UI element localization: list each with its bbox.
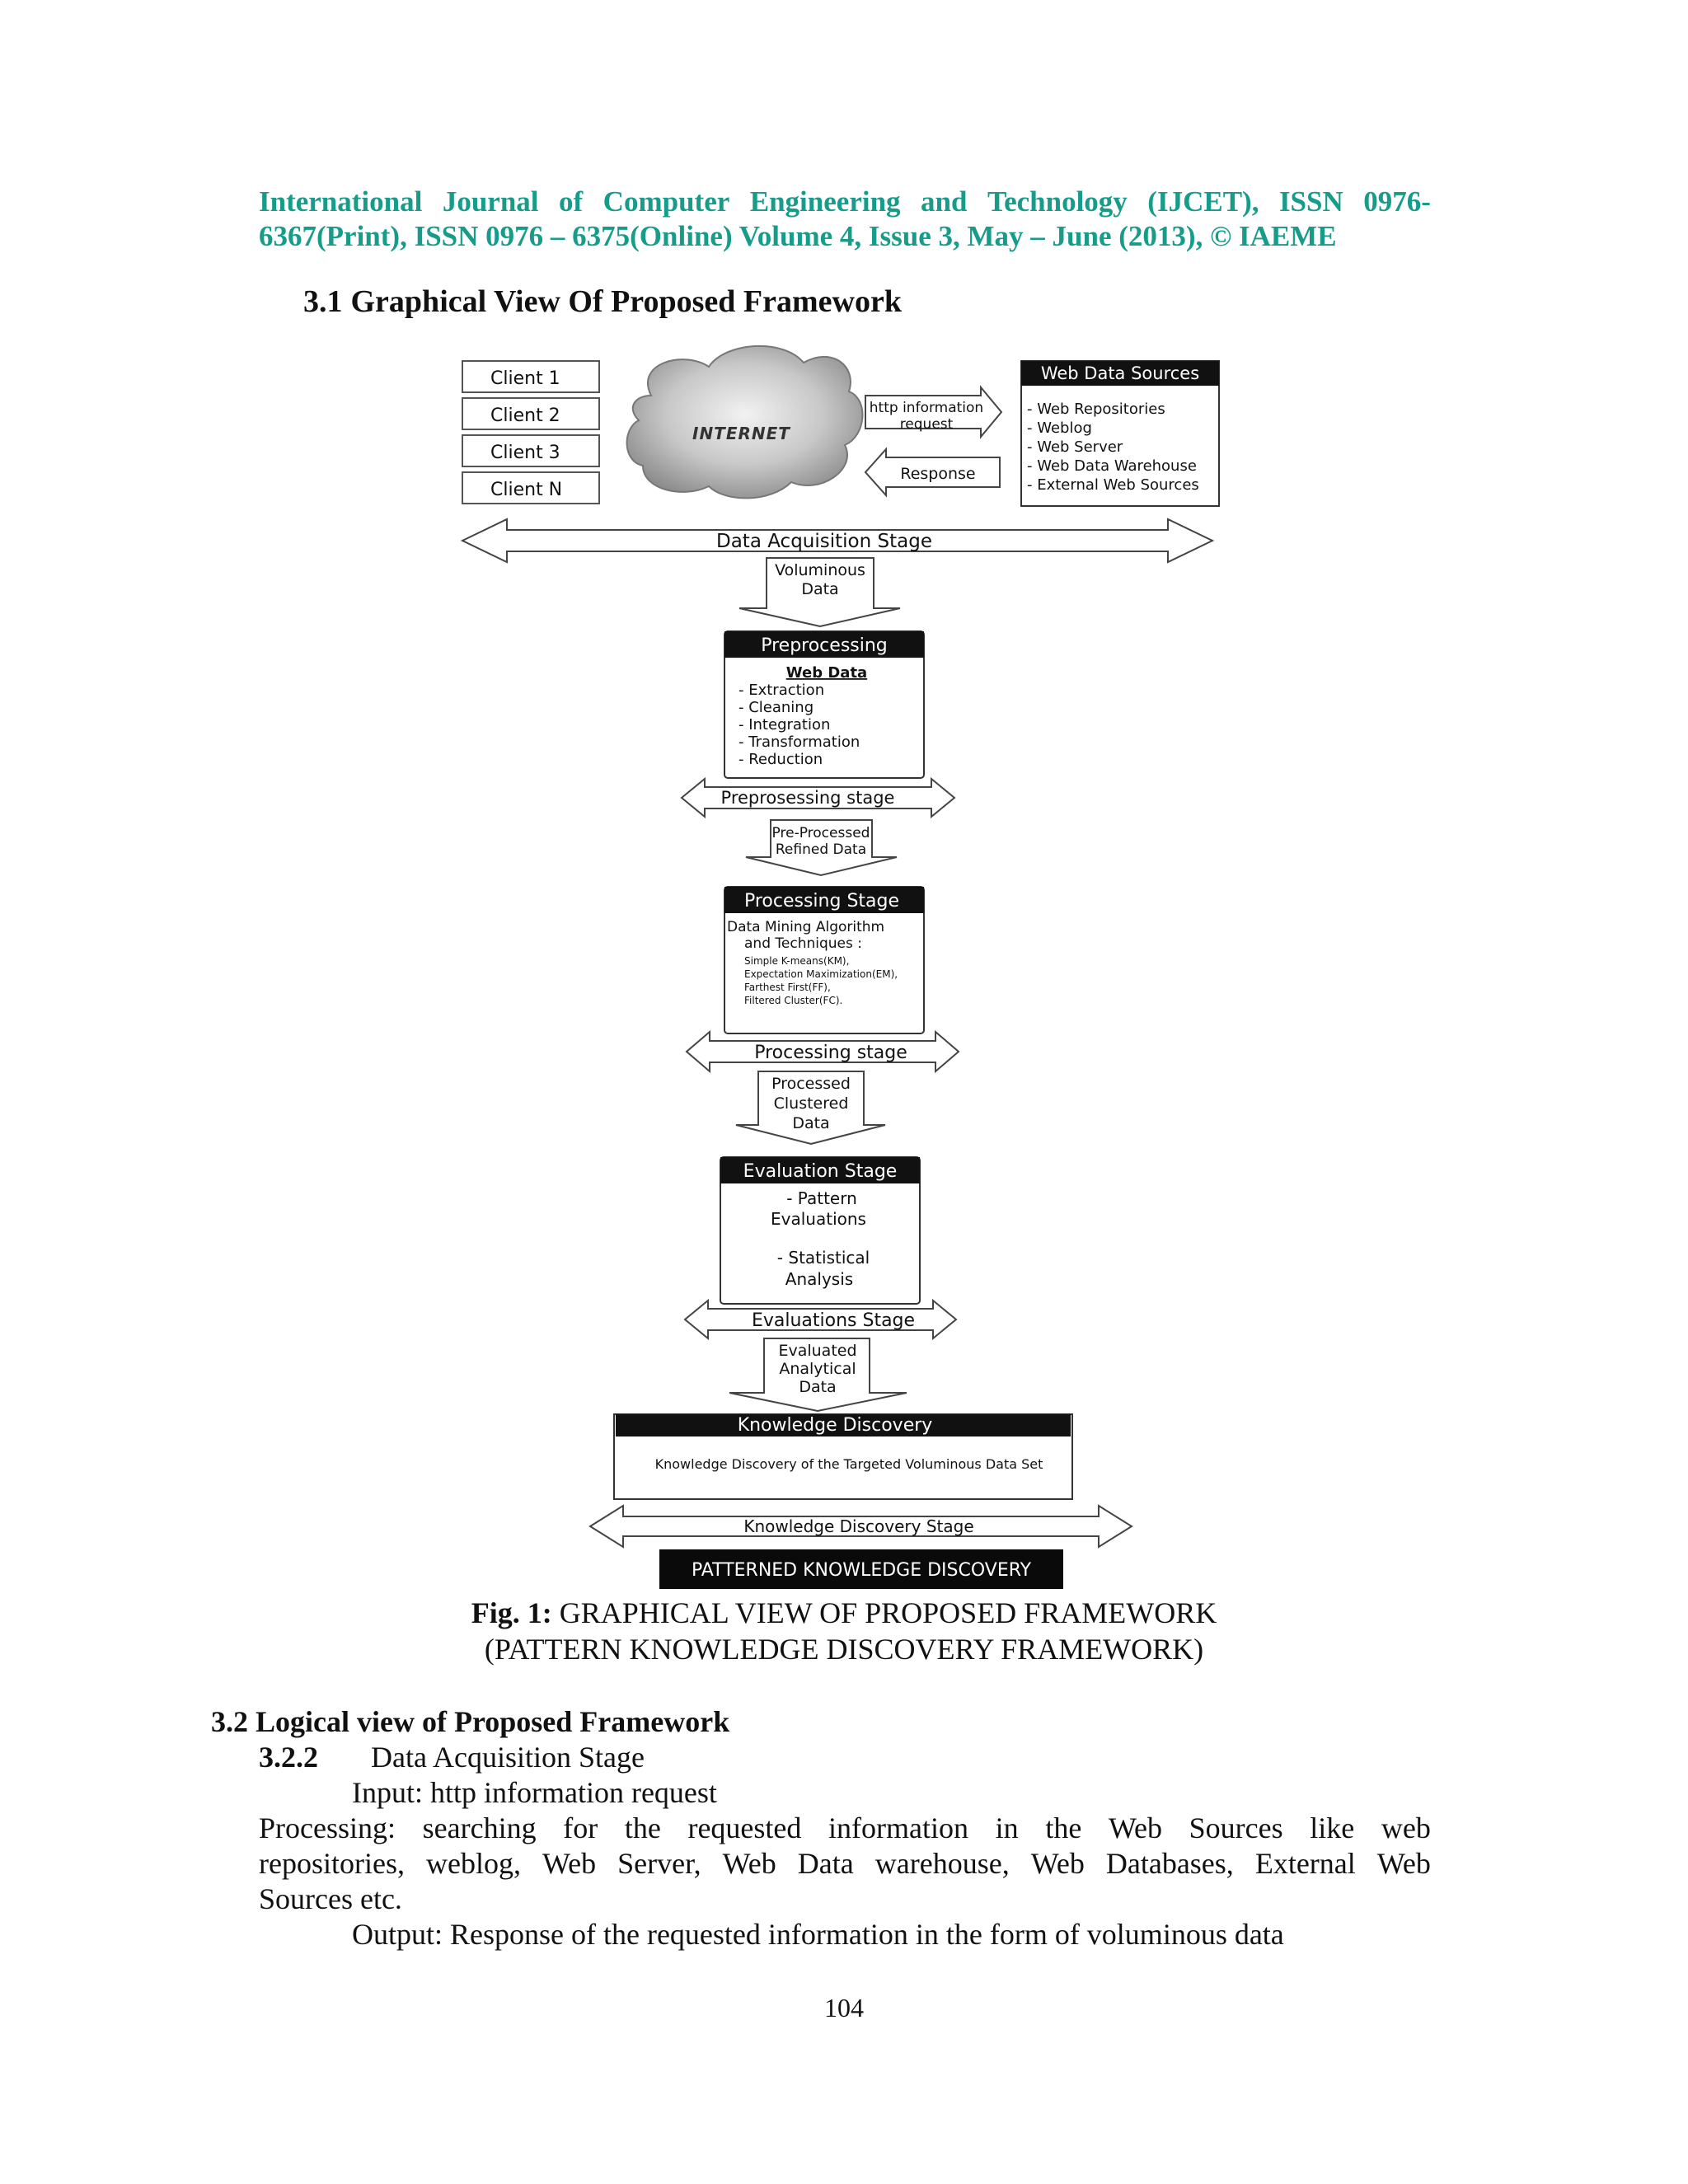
web-source-item: - Web Repositories (1027, 401, 1165, 418)
processing-word: like (1310, 1811, 1355, 1844)
algorithm-item: Farthest First(FF), (744, 982, 831, 993)
client-label: Client 2 (490, 405, 560, 426)
client-label: Client N (490, 480, 563, 500)
processing-word: requested (687, 1811, 802, 1844)
section-heading-3-2: 3.2 Logical view of Proposed Framework (211, 1705, 730, 1738)
processing-line-1 (259, 1811, 1431, 1846)
algorithm-item: Expectation Maximization(EM), (744, 968, 898, 980)
evaluation-stage-box (720, 1157, 920, 1304)
knowledge-discovery-stage-arrow (590, 1506, 1132, 1547)
processing-word: Databases, (1105, 1847, 1234, 1880)
algorithm-item: Simple K-means(KM), (744, 955, 850, 967)
flow-label: Data (792, 1114, 830, 1132)
preprocessing-box (724, 631, 924, 778)
algorithm-item: Filtered Cluster(FC). (744, 995, 843, 1006)
client-label: Client 1 (490, 368, 560, 389)
figure-label: Fig. 1: (471, 1596, 552, 1629)
web-source-item: - Weblog (1027, 419, 1092, 437)
figure-caption-text: GRAPHICAL VIEW OF PROPOSED FRAMEWORK (559, 1596, 1217, 1629)
processing-word: Web (1108, 1811, 1163, 1844)
processing-heading: and Techniques : (744, 935, 862, 952)
voluminous-data-arrow (739, 558, 900, 626)
preprocessing-subtitle: Web Data (785, 664, 868, 682)
web-source-item: - External Web Sources (1027, 476, 1199, 494)
data-acquisition-stage-arrow (462, 519, 1212, 562)
figure-caption-line2: (PATTERN KNOWLEDGE DISCOVERY FRAMEWORK) (484, 1633, 1204, 1666)
web-sources-title: Web Data Sources (1040, 363, 1200, 383)
http-request-label: http information (869, 400, 984, 416)
processing-line-2 (259, 1846, 1431, 1882)
processing-line-3: Sources etc. (259, 1882, 402, 1915)
processing-word: Web (722, 1847, 776, 1880)
processing-heading: Data Mining Algorithm (727, 919, 885, 935)
preprocessing-item: - Cleaning (738, 699, 814, 716)
header-word: Engineering (749, 185, 901, 218)
processing-word: information (828, 1811, 969, 1844)
header-word: and (921, 185, 968, 218)
preprocessing-item: - Transformation (738, 733, 860, 751)
preprocessing-title: Preprocessing (761, 635, 888, 656)
processing-word: Web (1376, 1847, 1431, 1880)
processing-word: Server, (617, 1847, 701, 1880)
processing-word: the (1045, 1811, 1082, 1844)
stage-label: Data Acquisition Stage (716, 531, 932, 552)
flow-label: Analytical (779, 1360, 856, 1378)
flow-label: Data (799, 1378, 837, 1396)
processing-word: in (995, 1811, 1019, 1844)
page-number: 104 (824, 1993, 864, 2022)
input-line: Input: http information request (352, 1776, 717, 1809)
processing-word: for (563, 1811, 598, 1844)
client-boxes (462, 361, 599, 504)
section-number: 3.1 (303, 284, 343, 319)
flow-label: Voluminous (775, 561, 865, 579)
response-arrow (865, 449, 1000, 495)
section-title: Graphical View Of Proposed Framework (350, 284, 902, 319)
processing-word: External (1254, 1847, 1356, 1880)
flow-label: Evaluated (778, 1342, 857, 1360)
processing-title: Processing Stage (743, 891, 900, 912)
processing-word: Data (797, 1847, 854, 1880)
processing-word: repositories, (259, 1847, 405, 1880)
knowledge-title: Knowledge Discovery (737, 1415, 933, 1436)
evaluated-analytical-data-arrow (729, 1338, 907, 1411)
processing-word: Web (542, 1847, 597, 1880)
internet-cloud-icon (627, 346, 863, 499)
flow-label: Refined Data (775, 841, 867, 858)
processing-stage-box (724, 887, 924, 1033)
header-word: of (559, 185, 584, 218)
evaluations-stage-arrow (685, 1301, 956, 1338)
figure-caption-line1 (0, 1596, 1688, 1630)
journal-header-line2: 6367(Print), ISSN 0976 – 6375(Online) Volume 4, Issue 3, May – June (2013), © IAEME (259, 220, 1337, 252)
web-data-sources-box (1021, 361, 1219, 506)
header-word: 0976- (1363, 185, 1431, 218)
http-request-label: request (899, 416, 954, 433)
knowledge-discovery-box (614, 1414, 1072, 1499)
stage-label: Preprosessing stage (720, 788, 895, 808)
header-word: (IJCET), (1147, 185, 1259, 218)
header-word: Journal (442, 185, 539, 218)
pre-processed-data-arrow (746, 820, 897, 875)
processing-word: Sources (1189, 1811, 1283, 1844)
flow-label: Pre-Processed (771, 825, 870, 841)
preprocessing-item: - Extraction (738, 682, 825, 699)
output-line: Output: Response of the requested information in the form of voluminous data (352, 1918, 1284, 1951)
preprocessing-item: - Integration (738, 716, 831, 733)
stage-label: Processing stage (754, 1043, 907, 1063)
processing-word: warehouse, (874, 1847, 1010, 1880)
header-word: ISSN (1278, 185, 1343, 218)
flow-label: Data (801, 580, 839, 598)
processing-stage-arrow (687, 1032, 959, 1071)
processing-word: the (624, 1811, 661, 1844)
flow-label: Processed (771, 1075, 851, 1093)
subsection-title: Data Acquisition Stage (371, 1741, 645, 1774)
preprocessing-stage-arrow (682, 779, 954, 817)
web-source-item: - Web Data Warehouse (1027, 457, 1197, 475)
preprocessing-item: - Reduction (738, 751, 823, 768)
flow-label: Clustered (773, 1094, 849, 1113)
final-label: PATTERNED KNOWLEDGE DISCOVERY (691, 1560, 1032, 1581)
client-label: Client 3 (490, 443, 560, 463)
processing-word: web (1381, 1811, 1431, 1844)
processing-word: weblog, (426, 1847, 521, 1880)
patterned-knowledge-discovery-bar (659, 1549, 1063, 1589)
knowledge-text: Knowledge Discovery of the Targeted Voluminous Data Set (654, 1456, 1043, 1472)
subsection-heading-3-2-2 (259, 1740, 645, 1775)
evaluation-item: - Pattern (786, 1188, 857, 1208)
header-word: Computer (603, 185, 730, 218)
stage-label: Evaluations Stage (751, 1310, 916, 1331)
subsection-number: 3.2.2 (259, 1741, 318, 1774)
processing-word: searching (422, 1811, 537, 1844)
processing-word: Processing: (259, 1811, 396, 1844)
processing-word: Web (1030, 1847, 1085, 1880)
http-request-arrow (865, 387, 1001, 437)
evaluation-title: Evaluation Stage (743, 1161, 898, 1182)
internet-label: INTERNET (692, 424, 790, 443)
header-word: International (259, 185, 423, 218)
evaluation-item: - Statistical (776, 1248, 870, 1268)
header-word: Technology (987, 185, 1128, 218)
evaluation-item: Evaluations (771, 1209, 866, 1229)
stage-label: Knowledge Discovery Stage (743, 1516, 974, 1536)
web-source-item: - Web Server (1027, 438, 1123, 456)
evaluation-item: Analysis (785, 1269, 854, 1289)
processed-clustered-data-arrow (736, 1071, 885, 1144)
response-label: Response (900, 465, 976, 483)
